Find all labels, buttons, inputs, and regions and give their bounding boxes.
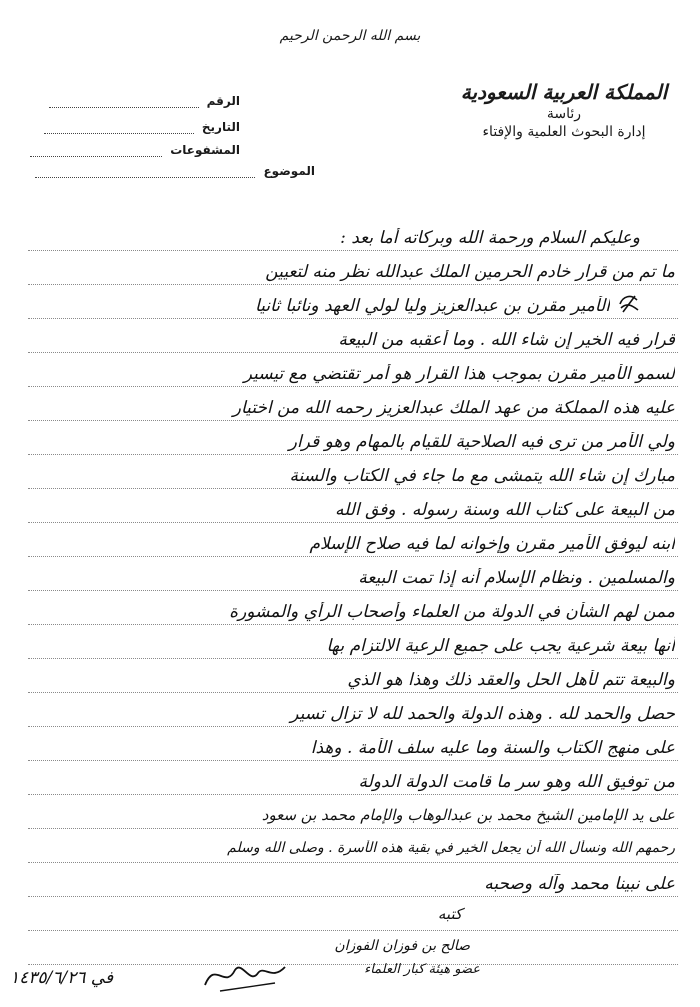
attachments-field bbox=[30, 143, 240, 157]
letterhead bbox=[454, 80, 674, 140]
letter-line: أنها بيعة شرعية يجب على جميع الرعية الالتزام بها bbox=[326, 636, 675, 656]
basmala-heading: بسم الله الرحمن الرحيم bbox=[279, 28, 421, 44]
subject-label: الموضوع bbox=[263, 164, 315, 178]
letter-line: والمسلمين . ونظام الإسلام أنه إذا تمت البيعة bbox=[358, 568, 675, 588]
letter-line: والبيعة تتم لأهل الحل والعقد ذلك وهذا هو الذي bbox=[347, 670, 675, 690]
letter-line: ممن لهم الشأن في الدولة من العلماء وأصحاب الرأي والمشورة bbox=[229, 602, 675, 622]
ruled-line bbox=[28, 862, 678, 863]
attachments-label: المشفوعات bbox=[170, 143, 240, 157]
ruled-line bbox=[28, 250, 678, 251]
letter-line: ابنه ليوفق الأمير مقرن وإخوانه لما فيه صلاح الإسلام bbox=[309, 534, 675, 554]
number-label: الرقم bbox=[206, 94, 240, 108]
date-dotted-line bbox=[44, 121, 194, 134]
letter-line: رحمهم الله ونسأل الله أن يجعل الخير في بقية هذه الأسرة . وصلى الله وسلم bbox=[227, 840, 675, 856]
ruled-line bbox=[28, 522, 678, 523]
ruled-line bbox=[28, 352, 678, 353]
ruled-line bbox=[28, 488, 678, 489]
ruled-line bbox=[28, 624, 678, 625]
number-field bbox=[30, 94, 240, 108]
letter-line: الأمير مقرن بن عبدالعزيز وليا لولي العهد ونائبا ثانيا bbox=[255, 296, 610, 316]
letter-line: من توفيق الله وهو سر ما قامت الدولة الدولة bbox=[358, 772, 675, 792]
directorate-name: إدارة البحوث العلمية والإفتاء bbox=[482, 124, 646, 140]
ruled-line bbox=[28, 828, 678, 829]
ruled-line bbox=[28, 760, 678, 761]
letter-line: وعليكم السلام ورحمة الله وبركاته أما بعد : bbox=[340, 228, 640, 248]
signatory-title: عضو هيئة كبار العلماء bbox=[364, 962, 480, 977]
ruled-line bbox=[28, 318, 678, 319]
letter-line: على نبينا محمد وآله وصحبه bbox=[484, 874, 675, 894]
ruled-line bbox=[28, 658, 678, 659]
letter-line: على يد الإمامين الشيخ محمد بن عبدالوهاب والإمام محمد بن سعود bbox=[261, 806, 675, 824]
date-field bbox=[30, 120, 240, 134]
ruled-line bbox=[28, 930, 678, 931]
ruled-line bbox=[28, 794, 678, 795]
letter-line: ما تم من قرار خادم الحرمين الملك عبدالله نظر منه لتعيين bbox=[265, 262, 675, 282]
ruled-line bbox=[28, 556, 678, 557]
attachments-dotted-line bbox=[30, 144, 162, 157]
letter-line: مبارك إن شاء الله يتمشى مع ما جاء في الكتاب والسنة bbox=[289, 466, 675, 486]
ruled-line bbox=[28, 284, 678, 285]
closing-word: كتبه bbox=[437, 905, 463, 923]
ruled-line bbox=[28, 386, 678, 387]
subject-field bbox=[30, 164, 315, 178]
date-label: التاريخ bbox=[201, 120, 240, 134]
ruled-line bbox=[28, 590, 678, 591]
ruled-line bbox=[28, 692, 678, 693]
signatory-name: صالح بن فوزان الفوزان bbox=[334, 938, 470, 954]
letter-line: عليه هذه المملكة من عهد الملك عبدالعزيز رحمه الله من اختيار bbox=[232, 398, 675, 418]
ruled-line bbox=[28, 420, 678, 421]
signature-date: في ١٤٣٥/٦/٢٦ bbox=[10, 968, 114, 988]
ruled-line bbox=[28, 896, 678, 897]
letter-line: لسمو الأمير مقرن بموجب هذا القرار هو أمر تقتضي مع تيسير bbox=[243, 364, 675, 384]
letter-line: ولي الأمر من ترى فيه الصلاحية للقيام بالمهام وهو قرار bbox=[288, 432, 675, 452]
letter-line: قرار فيه الخير إن شاء الله . وما أعقبه من البيعة bbox=[338, 330, 675, 350]
letter-line: حصل والحمد لله . وهذه الدولة والحمد لله لا تزال تسير bbox=[290, 704, 675, 724]
letter-line: من البيعة على كتاب الله وسنة رسوله . وفق الله bbox=[335, 500, 675, 520]
kingdom-name: المملكة العربية السعودية bbox=[460, 80, 668, 104]
presidency-label: رئاسة bbox=[546, 106, 582, 122]
margin-stamp-icon bbox=[617, 292, 641, 316]
ruled-line bbox=[28, 454, 678, 455]
ruled-line bbox=[28, 726, 678, 727]
number-dotted-line bbox=[49, 95, 199, 108]
letter-line: على منهج الكتاب والسنة وما عليه سلف الأمة . وهذا bbox=[310, 738, 675, 758]
signature-scribble-icon bbox=[200, 955, 290, 995]
subject-dotted-line bbox=[35, 165, 255, 178]
